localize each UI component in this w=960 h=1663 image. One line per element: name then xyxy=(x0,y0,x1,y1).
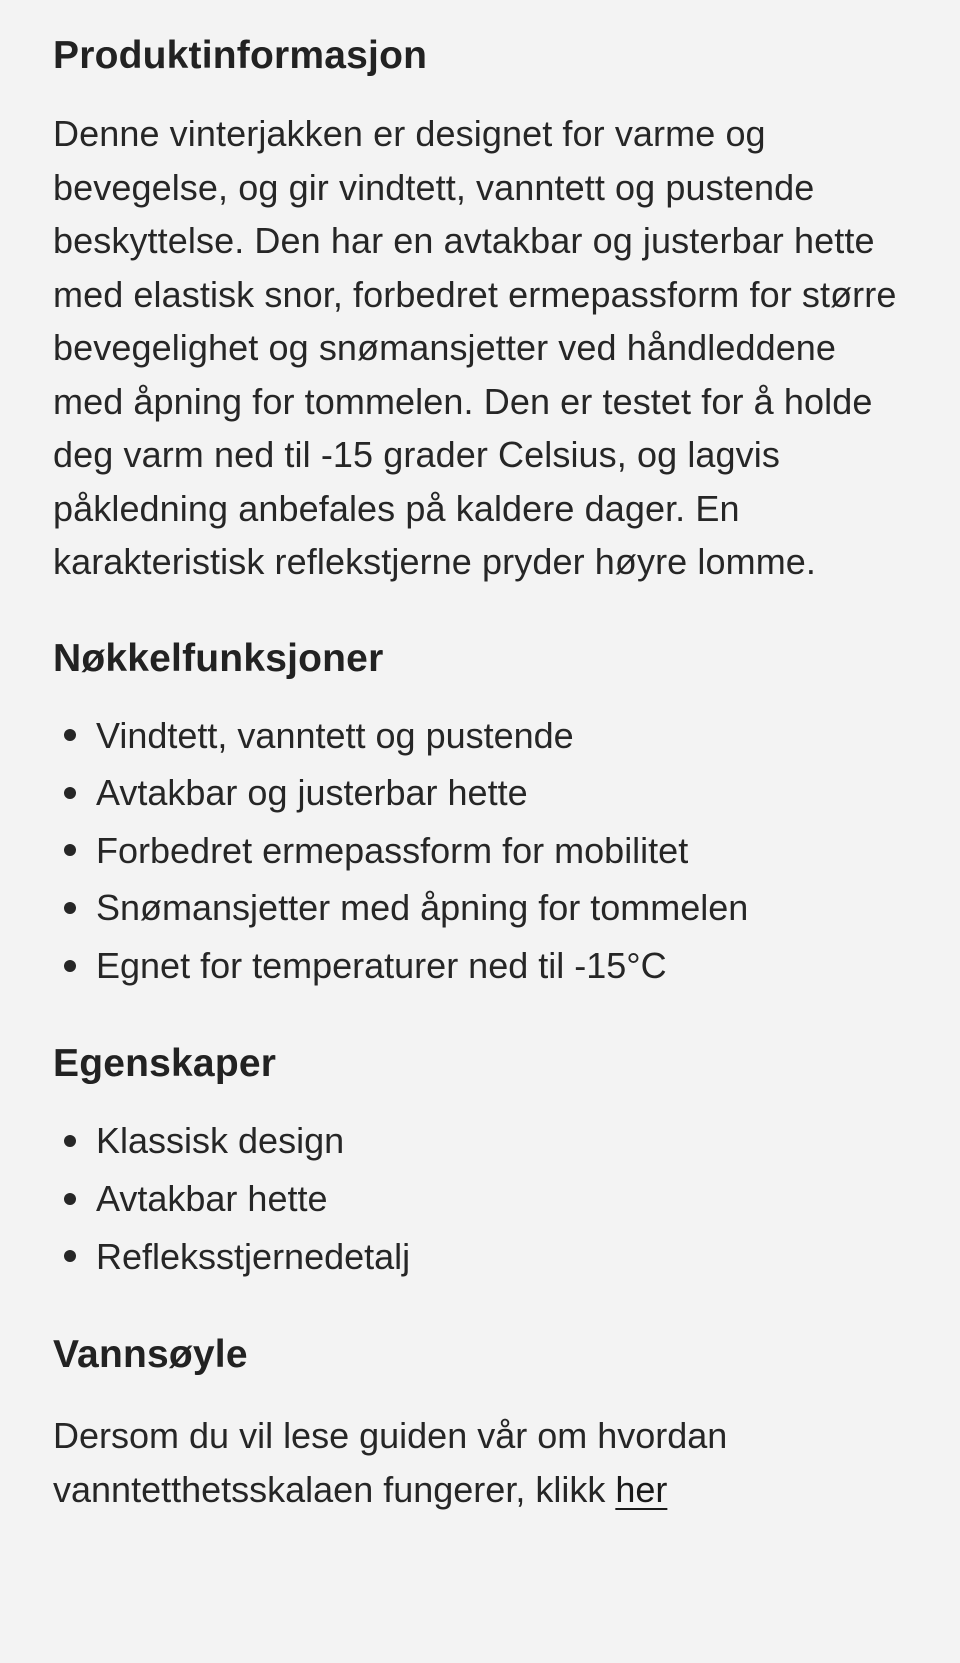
list-item: Vindtett, vanntett og pustende xyxy=(53,707,900,765)
bullet-icon xyxy=(64,1193,76,1205)
water-column-heading: Vannsøyle xyxy=(53,1333,248,1377)
list-item: Klassisk design xyxy=(53,1112,900,1170)
key-features-section xyxy=(53,633,900,995)
list-item: Refleksstjernedetalj xyxy=(53,1228,900,1286)
water-column-text: Dersom du vil lese guiden vår om hvordan vanntetthetsskalaen fungerer, klikk her xyxy=(53,1415,728,1510)
bullet-icon xyxy=(64,787,76,799)
bullet-icon xyxy=(64,1135,76,1147)
product-description: Denne vinterjakken er designet for varme og bevegelse, og gir vindtett, vanntett og pustende beskyttelse. Den har en avtakbar og justerbar hette med elastisk snor, forbedret ermepassform for større bevegelighet og snømansjetter ved håndleddene med åpning for tommelen. Den er testet for å holde deg varm ned til -15 grader Celsius, og lagvis påkledning anbefales på kaldere dager. En karakteristisk reflekstjerne pryder høyre lomme. xyxy=(53,113,897,582)
properties-heading: Egenskaper xyxy=(53,1042,277,1086)
water-column-section xyxy=(53,1329,900,1516)
bullet-icon xyxy=(64,960,76,972)
list-item: Forbedret ermepassform for mobilitet xyxy=(53,822,900,880)
list-item: Avtakbar hette xyxy=(53,1170,900,1228)
bullet-icon xyxy=(64,1250,76,1262)
list-item: Snømansjetter med åpning for tommelen xyxy=(53,879,900,937)
bullet-icon xyxy=(64,844,76,856)
list-item: Egnet for temperaturer ned til -15°C xyxy=(53,937,900,995)
bullet-icon xyxy=(64,902,76,914)
list-item: Avtakbar og justerbar hette xyxy=(53,764,900,822)
key-features-heading: Nøkkelfunksjoner xyxy=(53,636,384,680)
guide-link[interactable]: her xyxy=(615,1468,668,1510)
bullet-icon xyxy=(64,729,76,741)
properties-section xyxy=(53,1038,900,1285)
product-info-section xyxy=(53,30,900,589)
product-info-heading: Produktinformasjon xyxy=(53,34,428,77)
key-features-list xyxy=(53,707,900,995)
properties-list xyxy=(53,1112,900,1285)
